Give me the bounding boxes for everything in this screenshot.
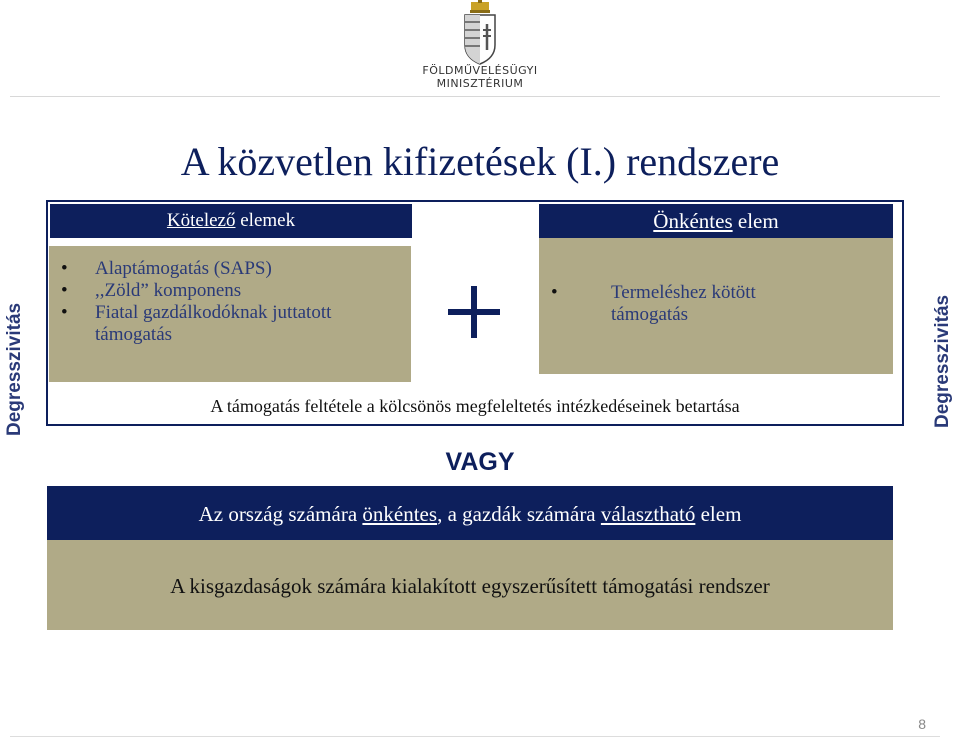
list-item: • Termeléshez kötött támogatás bbox=[539, 282, 893, 326]
voluntary-header bbox=[539, 204, 893, 238]
side-label-left: Degresszivitás bbox=[4, 302, 25, 436]
ministry-name bbox=[400, 64, 560, 90]
mandatory-box bbox=[49, 246, 411, 382]
coat-of-arms-logo bbox=[440, 0, 520, 70]
slide-title: A közvetlen kifizetések (I.) rendszere bbox=[180, 139, 780, 184]
list-item: • Alaptámogatás (SAPS) bbox=[49, 258, 411, 280]
voluntary-header-rest: elem bbox=[732, 209, 779, 233]
list-item: • ,,Zöld” komponens bbox=[49, 280, 411, 302]
header-divider bbox=[10, 96, 940, 97]
optional-text-1: Az ország számára bbox=[198, 502, 363, 526]
mandatory-header bbox=[50, 204, 412, 238]
footer-divider bbox=[10, 736, 940, 737]
optional-element-bar bbox=[47, 486, 893, 540]
side-label-right: Degresszivitás bbox=[932, 294, 953, 428]
optional-text-2: , a gazdák számára bbox=[437, 502, 601, 526]
mandatory-list bbox=[49, 246, 411, 346]
optional-text-keyword-1: önkéntes bbox=[362, 502, 438, 526]
mandatory-header-keyword: Kötelező bbox=[166, 210, 236, 231]
or-label: VAGY bbox=[445, 448, 515, 476]
ministry-line-2: MINISZTÉRIUM bbox=[436, 77, 524, 90]
page-number: 8 bbox=[918, 716, 926, 732]
optional-text-3: elem bbox=[695, 502, 742, 526]
mandatory-header-rest: elemek bbox=[235, 210, 296, 231]
ministry-line-1: FÖLDMŰVELÉSÜGYI bbox=[422, 64, 538, 77]
optional-text-keyword-2: választható bbox=[600, 502, 696, 526]
plus-sign bbox=[448, 286, 500, 338]
voluntary-box bbox=[539, 238, 893, 374]
voluntary-list bbox=[539, 238, 893, 326]
voluntary-header-keyword: Önkéntes bbox=[653, 209, 733, 233]
condition-text: A támogatás feltétele a kölcsönös megfeleltetés intézkedéseinek betartása bbox=[210, 396, 740, 416]
small-farmers-scheme-bar: A kisgazdaságok számára kialakított egyszerűsített támogatási rendszer bbox=[47, 540, 893, 630]
list-item: • Fiatal gazdálkodóknak juttatott támogatás bbox=[49, 302, 411, 346]
